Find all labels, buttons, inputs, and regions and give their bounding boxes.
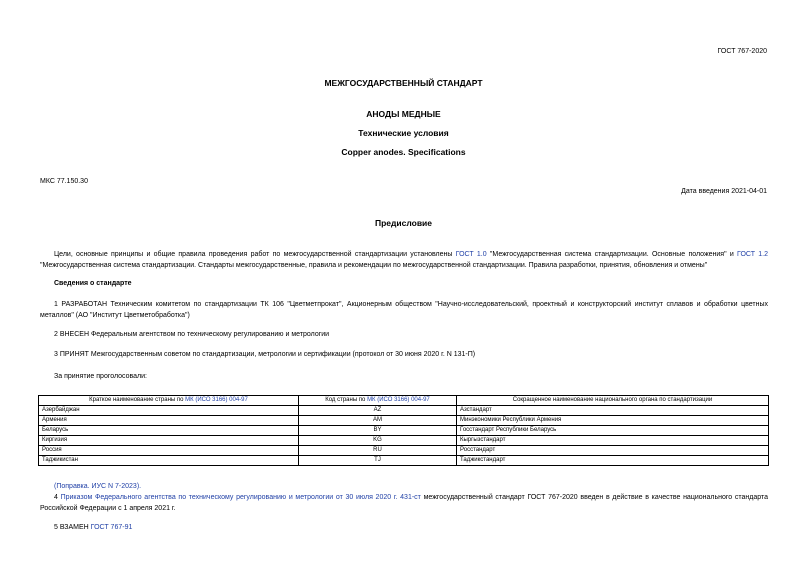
intro-date: Дата введения 2021-04-01 (681, 188, 767, 195)
cell-code: RU (299, 446, 457, 456)
countries-table-wrap (38, 395, 769, 466)
english-title: Copper anodes. Specifications (341, 147, 466, 157)
item-1: 1 РАЗРАБОТАН Техническим комитетом по стандартизации ТК 106 "Цветметпрокат", Акционерным обществом "Научно-исследовательский, проектный и конструкторский институт сплавов и обработки цветных металлов" (АО "Институт Цветметобработка") (40, 301, 768, 319)
p1-text-c: "Межгосударственная система стандартизации. Стандарты межгосударственные, правила и рекомендации по межгосударственной стандартизации. Правила разработки, принятия, обновления и отмены" (40, 262, 708, 269)
cell-code: AM (299, 416, 457, 426)
item-4-text: межгосударственный стандарт ГОСТ 767-2020 введен в действие в качестве национального стандарта Российской Федерации с 1 апреля 2021 г. (40, 494, 768, 512)
cell-body: Минэкономики Республики Армения (457, 416, 769, 426)
item-3: 3 ПРИНЯТ Межгосударственным советом по стандартизации, метрологии и сертификации (протокол от 30 июня 2020 г. N 131-П) (54, 351, 476, 358)
info-heading: Сведения о стандарте (54, 280, 132, 287)
cell-country: Армения (39, 416, 299, 426)
cell-body: Кыргызстандарт (457, 436, 769, 446)
cell-code: AZ (299, 406, 457, 416)
mks-code: МКС 77.150.30 (40, 178, 88, 185)
cell-country: Беларусь (39, 426, 299, 436)
cell-code: KG (299, 436, 457, 446)
cell-country: Азербайджан (39, 406, 299, 416)
cell-body: Госстандарт Республики Беларусь (457, 426, 769, 436)
doc-code-header: ГОСТ 767-2020 (717, 48, 767, 55)
table-row (39, 456, 769, 466)
table-header-row (39, 396, 769, 406)
item-4 (40, 492, 768, 514)
col-header-country-text: Краткое наименование страны по (89, 397, 186, 403)
table-row (39, 426, 769, 436)
order-link[interactable]: Приказом Федерального агентства по техническому регулированию и метрологии от 30 июля 2020 г. 431-ст (60, 494, 421, 501)
p1-text-a: Цели, основные принципы и общие правила проведения работ по межгосударственной стандартизации установлены (54, 251, 456, 258)
cell-country: Россия (39, 446, 299, 456)
cell-country: Таджикистан (39, 456, 299, 466)
gost-1-0-link[interactable]: ГОСТ 1.0 (455, 251, 487, 258)
cell-country: Киргизия (39, 436, 299, 446)
countries-table (38, 395, 769, 466)
gost-767-91-link[interactable]: ГОСТ 767-91 (90, 524, 133, 531)
gost-1-2-link[interactable]: ГОСТ 1.2 (737, 251, 768, 258)
mk-iso-link-1[interactable]: МК (ИСО 3166) 004-97 (185, 397, 248, 403)
p1-text-b: "Межгосударственная система стандартизации. Основные положения" и (486, 251, 738, 258)
item-5 (54, 524, 132, 531)
foreword-heading: Предисловие (374, 218, 433, 228)
item-2: 2 ВНЕСЕН Федеральным агентством по техническому регулированию и метрологии (54, 331, 330, 338)
table-row (39, 446, 769, 456)
standard-type-heading: МЕЖГОСУДАРСТВЕННЫЙ СТАНДАРТ (324, 78, 483, 88)
table-row (39, 416, 769, 426)
cell-body: Азстандарт (457, 406, 769, 416)
item-4-number: 4 (54, 494, 61, 501)
mk-iso-link-2[interactable]: МК (ИСО 3166) 004-97 (367, 397, 430, 403)
col-header-body: Сокращенное наименование национального органа по стандартизации (457, 396, 769, 406)
cell-code: BY (299, 426, 457, 436)
table-row (39, 436, 769, 446)
item-5-text: 5 ВЗАМЕН (54, 524, 91, 531)
col-header-country (39, 396, 299, 406)
voted-label: За принятие проголосовали: (54, 373, 147, 380)
cell-code: TJ (299, 456, 457, 466)
foreword-paragraph (40, 249, 768, 271)
table-row (39, 406, 769, 416)
standard-name: АНОДЫ МЕДНЫЕ (366, 109, 441, 119)
col-header-code-text: Код страны по (325, 397, 368, 403)
amendment-link[interactable]: (Поправка. ИУС N 7-2023). (54, 483, 142, 490)
cell-body: Росстандарт (457, 446, 769, 456)
cell-body: Таджикстандарт (457, 456, 769, 466)
standard-subtitle: Технические условия (358, 128, 449, 138)
col-header-code (299, 396, 457, 406)
